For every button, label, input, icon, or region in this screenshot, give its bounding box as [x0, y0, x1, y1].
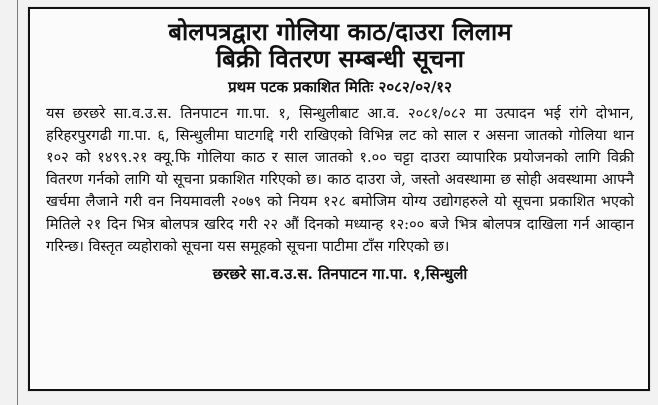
notice-title-line-2: बिक्री वितरण सम्बन्धी सूचना	[215, 43, 465, 73]
issuing-office-footer: छरछरे सा.व.उ.स. तिनपाटन गा.पा. १,सिन्धुली	[212, 264, 468, 283]
notice-title-line-1: बोलपत्रद्वारा गोलिया काठ/दाउरा लिलाम	[168, 17, 512, 46]
notice-body-text: यस छरछरे सा.व.उ.स. तिनपाटन गा.पा. १, सिन्धुलीबाट आ.व. २०८१/०८२ मा उत्पादन भई रांगे दोभान, हरिहरपुरगढी गा.पा. ६, सिन्धुलीमा घाटगद्दि गरी राखिएको विभिन्न लट को साल र असना जातको गोलिया थान १०२ को १४९९.२१ क्यू.फि गोलिया काठ र साल जातको १.०० चट्टा दाउरा व्यापारिक प्रयोजनको लागि विक्री वितरण गर्नको लागि यो सूचना प्रकाशित गरिएको छ। काठ दाउरा जे, जस्तो अवस्थामा छ सोही अवस्थामा आफ्नै खर्चमा लैजाने गरी वन नियमावली २०७९ को नियम १२८ बमोजिम योग्य उद्योगहरुले यो सूचना प्रकाशित भएको मितिले २१ दिन भित्र बोलपत्र खरिद गरी २२ औं दिनको मध्यान्ह १२:०० बजे भित्र बोलपत्र दाखिला गर्न आव्हान गरिन्छ। विस्तृत व्यहोराको सूचना यस समूहको सूचना पाटीमा टाँस गरिएको छ।	[46, 104, 634, 255]
notice-content	[30, 9, 648, 389]
page-left-rule	[17, 0, 18, 405]
notice-box	[28, 7, 650, 391]
publication-date-line: प्रथम पटक प्रकाशित मितिः २०८२/०२/१२	[228, 77, 452, 96]
